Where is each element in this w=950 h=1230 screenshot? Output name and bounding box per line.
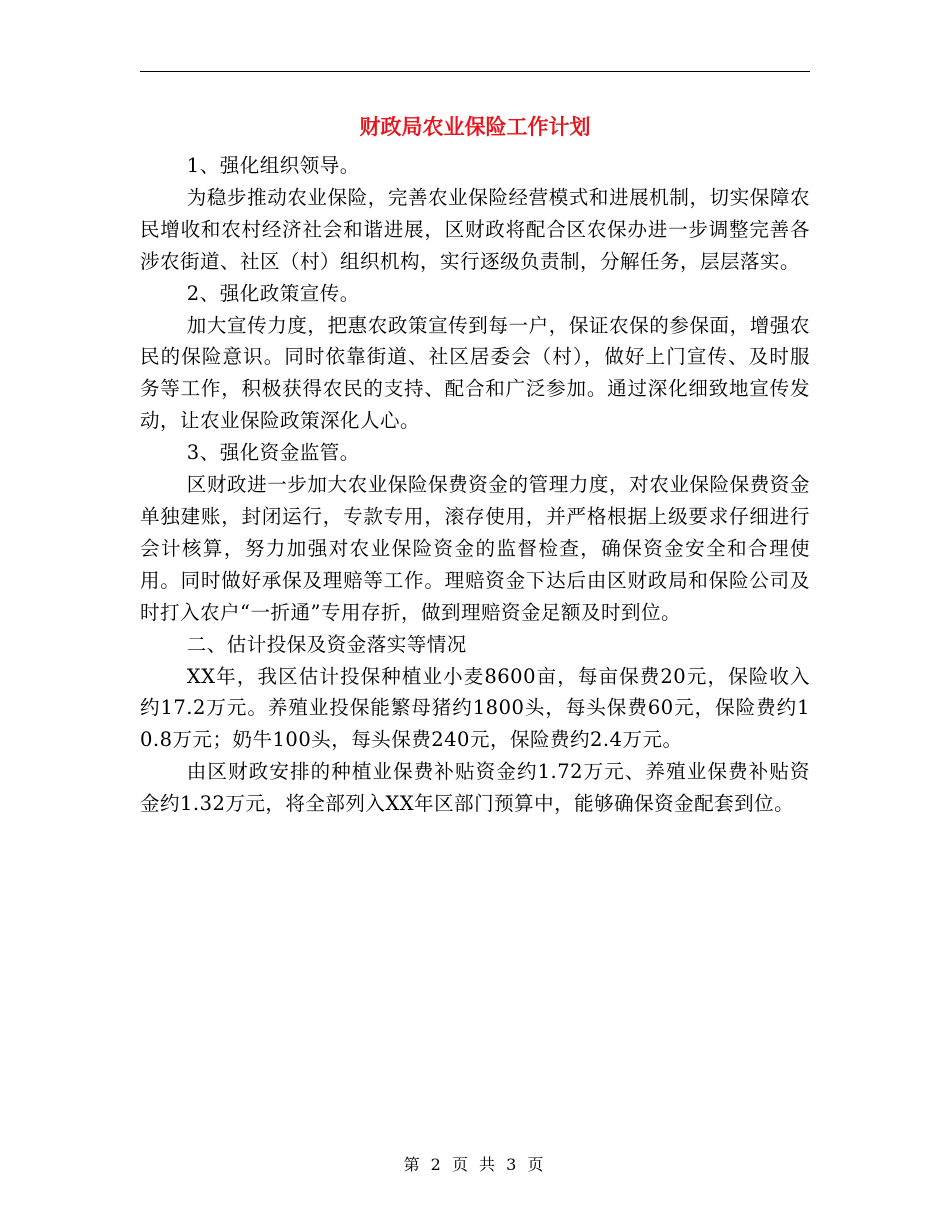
section-heading-3: 3、强化资金监管。	[186, 441, 360, 465]
document-body	[140, 150, 810, 820]
paragraph-publicity: 加大宣传力度，把惠农政策宣传到每一户，保证农保的参保面，增强农民的保险意识。同时依靠街道、社区居委会（村），做好上门宣传、及时服务等工作，积极获得农民的支持、配合和广泛参加。通过深化细致地宣传发动，让农业保险政策深化人心。	[140, 313, 810, 433]
section-heading-1: 1、强化组织领导。	[186, 154, 360, 177]
section-heading-estimate: 二、估计投保及资金落实等情况	[186, 632, 467, 656]
page-number-footer: 第 2 页 共 3 页	[403, 1155, 547, 1174]
document-title: 财政局农业保险工作计划	[359, 115, 591, 139]
section-heading-2: 2、强化政策宣传。	[186, 281, 360, 305]
header-rule	[140, 71, 810, 72]
paragraph-organization: 为稳步推动农业保险，完善农业保险经营模式和进展机制，切实保障农民增收和农村经济社会和谐进展，区财政将配合区农保办进一步调整完善各涉农街道、社区（村）组织机构，实行逐级负责制，分解任务，层层落实。	[140, 185, 810, 273]
paragraph-subsidy-funds: 由区财政安排的种植业保费补贴资金约1.72万元、养殖业保费补贴资金约1.32万元，将全部列入XX年区部门预算中，能够确保资金配套到位。	[140, 760, 810, 816]
paragraph-insurance-estimate: XX年，我区估计投保种植业小麦8600亩，每亩保费20元，保险收入约17.2万元。养殖业投保能繁母猪约1800头，每头保费60元，保险费约10.8万元；奶牛100头，每头保费240元，保险费约2.4万元。	[140, 664, 810, 752]
paragraph-fund-supervision: 区财政进一步加大农业保险保费资金的管理力度，对农业保险保费资金单独建账，封闭运行，专款专用，滚存使用，并严格根据上级要求仔细进行会计核算，努力加强对农业保险资金的监督检查，确保资金安全和合理使用。同时做好承保及理赔等工作。理赔资金下达后由区财政局和保险公司及时打入农户“一折通”专用存折，做到理赔资金足额及时到位。	[140, 473, 810, 624]
